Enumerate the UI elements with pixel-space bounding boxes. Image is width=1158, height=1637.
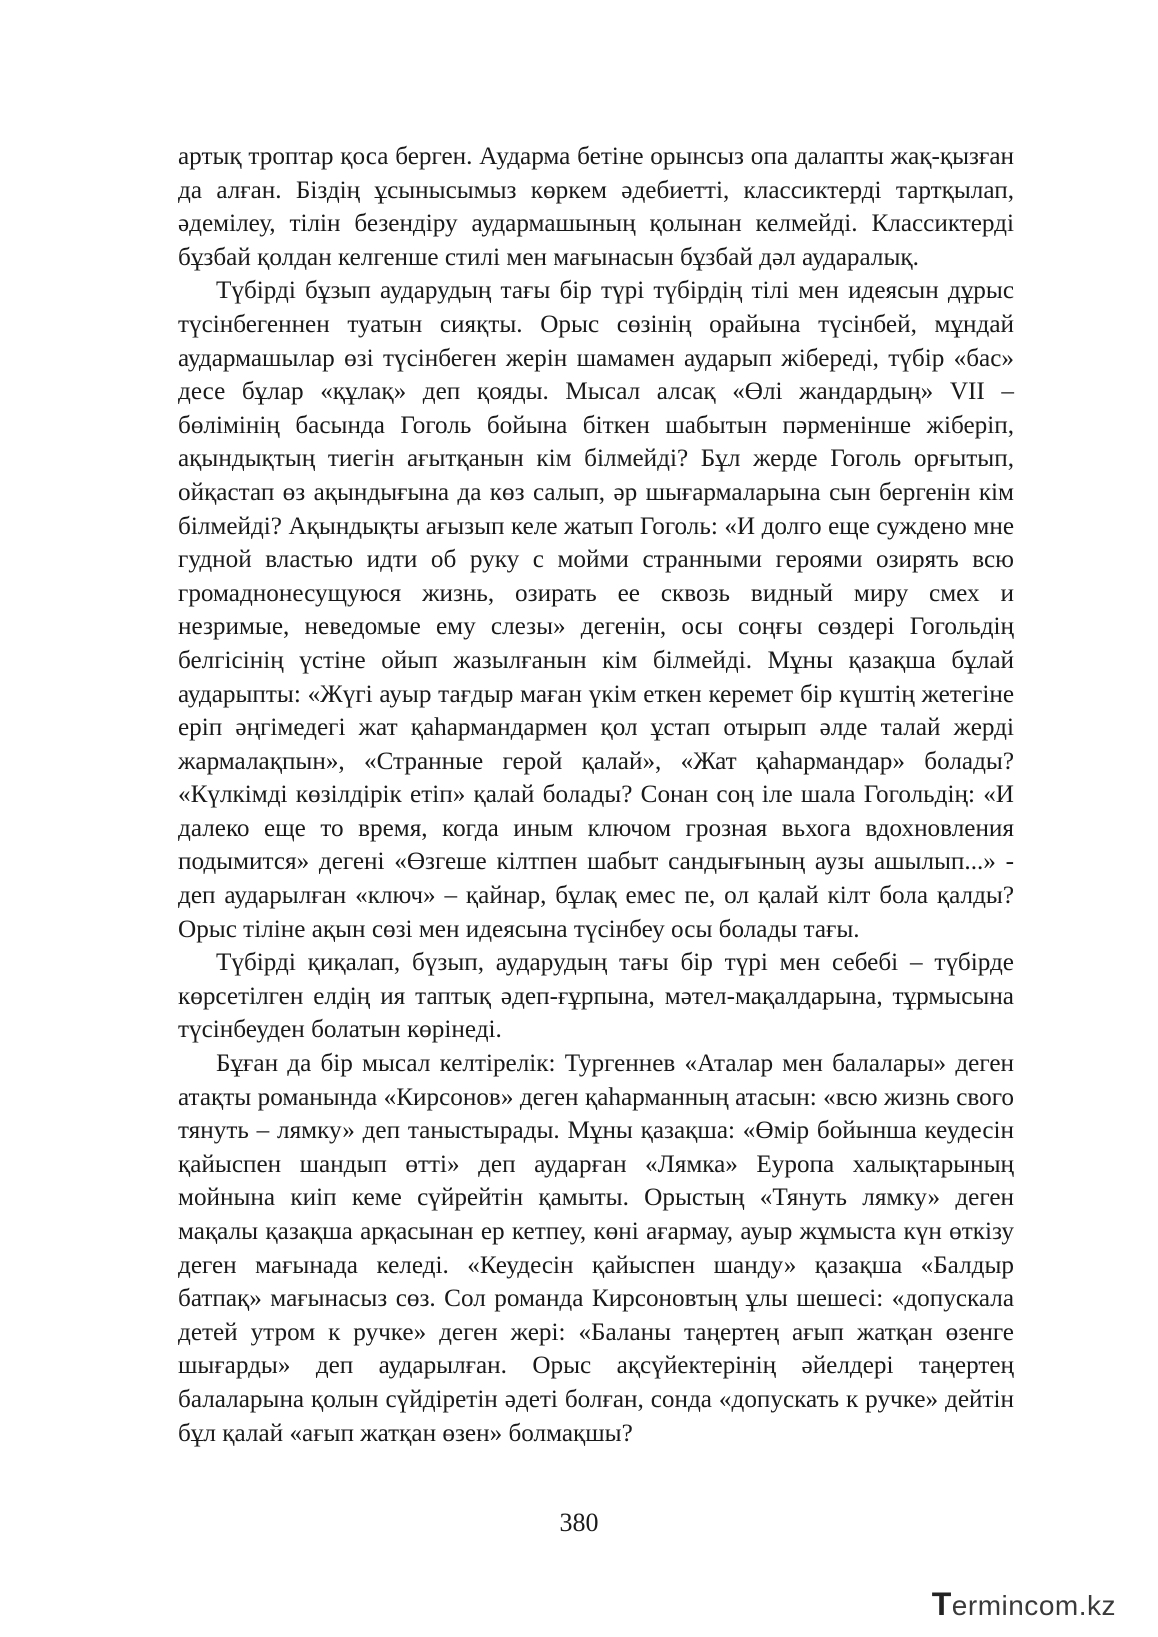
- paragraph: Түбірді бұзып аударудың тағы бір түрі түбірдің тілі мен идеясын дұрыс түсінбегеннен туатын сияқты. Орыс сөзінің орайына түсінбей, мұндай аудармашылар өзі түсінбеген жерін шамамен аударып жібереді, түбір «бас» десе бұлар «құлақ» деп қояды. Мысал алсақ «Өлі жандардың» VII – бөлімінің басында Гоголь бойына біткен шабытын пәрменінше жіберіп, ақындықтың тиегін ағытқанын кім білмейді? Бұл жерде Гоголь орғытып, ойқастап өз ақындығына да көз салып, әр шығармаларына сын бергенін кім білмейді? Ақындықты ағызып келе жатып Гоголь: «И долго еще суждено мне гудной властью идти об руку с мойми странными героями озирять всю громаднонесущуюся жизнь, озирать ее сквозь видный миру смех и незримые, неведомые ему слезы» дегенін, осы соңғы сөздері Гогольдің белгісінің үстіне ойып жазылғанын кім білмейді. Мұны қазақша бұлай аударыпты: «Жүгі ауыр тағдыр маған үкім еткен керемет бір күштің жетегіне еріп әңгімедегі жат қаһармандармен қол ұстап отырып әлде талай жерді жармалақпын», «Странные герой қалай», «Жат қаһармандар» болады? «Күлкімді көзілдірік етіп» қалай болады? Сонан соң іле шала Гогольдің: «И далеко еще то время, когда иным ключом грозная вьхога вдохновления подымится» дегені «Өзгеше кілтпен шабыт сандығының аузы ашылып...» - деп аударылған «ключ» – қайнар, бұлақ емес пе, ол қалай кілт бола қалды? Орыс тіліне ақын сөзі мен идеясына түсінбеу осы болады тағы.: [178, 277, 1014, 943]
- watermark-logo: [932, 1586, 1116, 1623]
- watermark-o: o: [1038, 1590, 1055, 1621]
- paragraph: Түбірді қиқалап, бүзып, аударудың тағы бір түрі мен себебі – түбірде көрсетілген елдің ия таптық әдеп-ғұрпына, мәтел-мақалдарына, тұрмысына түсінбеуден болатын көрінеді.: [178, 949, 1014, 1044]
- watermark-tail: m.kz: [1054, 1590, 1116, 1621]
- watermark-first-letter: T: [931, 1586, 952, 1622]
- paragraph-continuation: артық троптар қоса берген. Аударма бетіне орынсыз опа далапты жақ-қызған да алған. Біздің ұсынысымыз көркем әдебиетті, классиктерді тартқылап, әдемілеу, тілін безендіру аудармашының қолынан келмейді. Классиктерді бұзбай қолдан келгенше стилі мен мағынасын бұзбай дәл аударалық.: [178, 143, 1014, 271]
- body-text: [178, 140, 1014, 1450]
- paragraph: Бұған да бір мысал келтірелік: Тургеннев «Аталар мен балалары» деген атақты романында «Кирсонов» деген қаһарманның атасын: «всю жизнь свого тянуть – лямку» деп таныстырады. Мұны қазақша: «Өмір бойынша кеудесін қайыспен шандып өтті» деп аударған «Лямка» Еуропа халықтарының мойнына киіп кеме сүйрейтін қамыты. Орыстың «Тянуть лямку» деген мақалы қазақша арқасынан ер кетпеу, көні ағармау, ауыр жұмыста күн өткізу деген мағынада келеді. «Кеудесін қайыспен шанду» қазақша «Балдыр батпақ» мағынасыз сөз. Сол романда Кирсоновтың ұлы шешесі: «допускала детей утром к ручке» деген жері: «Баланы таңертең ағып жатқан өзенге шығарды» деп аударылған. Орыс ақсүйектерінің әйелдері таңертең балаларына қолын сүйдіретін әдеті болған, сонда «допускать к ручке» дейтін бұл қалай «ағып жатқан өзен» болмақшы?: [178, 1050, 1014, 1447]
- page-number: 380: [559, 1508, 599, 1537]
- watermark-text: erminc: [951, 1590, 1039, 1621]
